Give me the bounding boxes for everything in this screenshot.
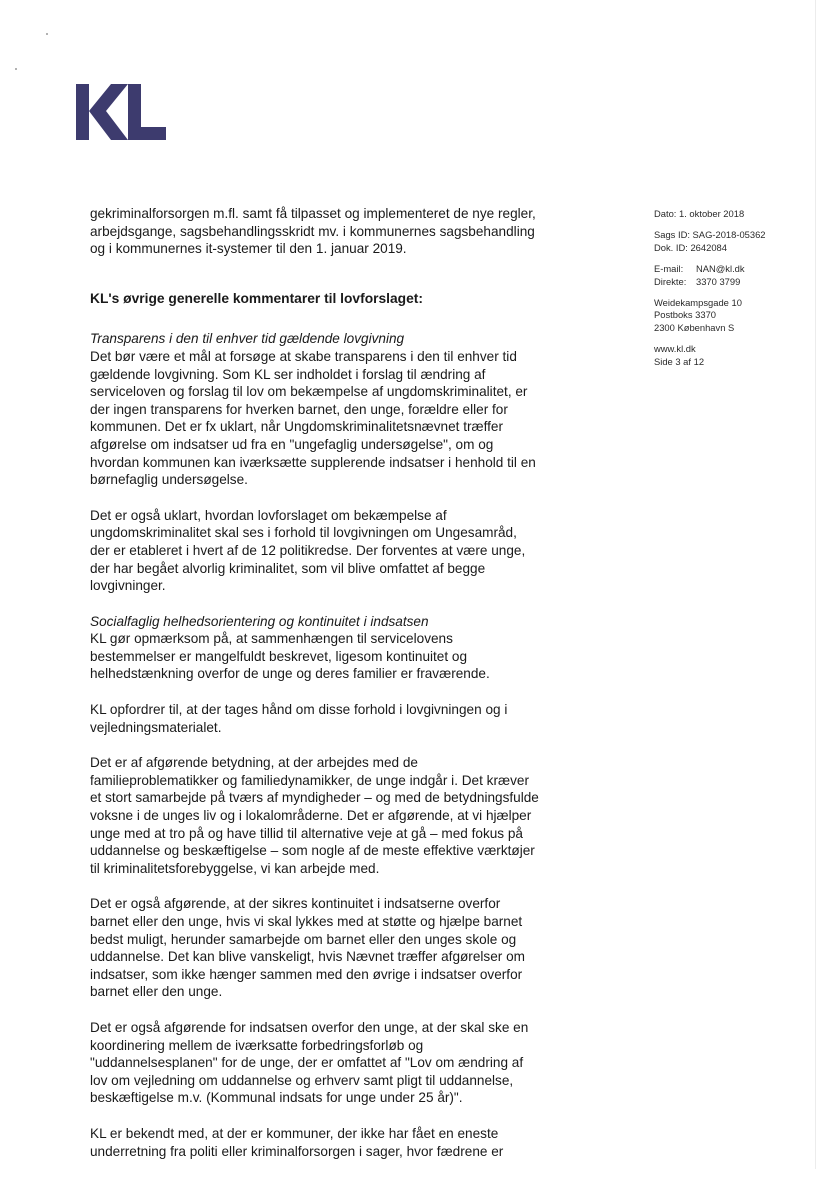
- paragraph: Det er af afgørende betydning, at der arbejdes med de familieproblematikker og familiedynamikker, de unge indgår i. Det kræver et stort samarbejde på tværs af myndigheder – og med de betydningsfulde voksne i de unges liv og i lokalområderne. Det er afgørende, at vi hjælper unge med at tro på og have tillid til alternative veje at gå – med fokus på uddannelse og beskæftigelse – som nogle af de meste effektive værktøjer til kriminalitetsforebyggelse, vi kan arbejde med.: [90, 755, 539, 876]
- paragraph: KL gør opmærksom på, at sammenhængen til servicelovens bestemmelser er mangelfuldt beskrevet, ligesom kontinuitet og helhedstænkning overfor de unge og deres familier er fraværende.: [90, 631, 490, 682]
- letter-body: [90, 205, 540, 1178]
- address: [654, 297, 804, 334]
- sags-id: Sags ID: SAG-2018-05362: [654, 229, 766, 241]
- paragraph: Det er også afgørende for indsatsen overfor den unge, at der skal ske en koordinering mellem de iværksatte forbedringsforløb og "uddannelsesplanen" for de unge, der er omfattet af "Lov om ændring af lov om vejledning om uddannelse og erhverv samt pligt til uddannelse, beskæftigelse m.v. (Kommunal indsats for unge under 25 år)".: [90, 1019, 529, 1106]
- date: Dato: 1. oktober 2018: [654, 208, 745, 219]
- scan-edge: [815, 0, 816, 1169]
- scan-speck: [15, 68, 17, 70]
- phone-line: [654, 276, 804, 288]
- dok-id: Dok. ID: 2642084: [654, 241, 727, 253]
- email-label: E-mail:: [654, 263, 684, 275]
- paragraph: Det bør være et mål at forsøge at skabe transparens i den til enhver tid gældende lovgivning. Som KL ser indholdet i forslag til ændring af serviceloven og forslag til lov om bekæmpelse af ungdomskriminalitet, er der ingen transparens for hverken barnet, den unge, forældre eller for kommunen. Det er fx uklart, når Ungdomskriminalitetsnævnet træffer afgørelse om indsatser ud fra en "ungefaglig undersøgelse", om og hvordan kommunen kan iværksætte supplerende indsatser i henhold til en børnefaglig undersøgelse.: [90, 348, 536, 488]
- email-address: NAN@kl.dk: [696, 263, 745, 275]
- subsection-title-socialfaglig: Socialfaglig helhedsorientering og kontinuitet i indsatsen: [90, 613, 429, 629]
- address-city: 2300 København S: [654, 321, 735, 333]
- email-line: [654, 263, 804, 275]
- website: www.kl.dk: [654, 343, 696, 355]
- intro-paragraph: gekriminalforsorgen m.fl. samt få tilpasset og implementeret de nye regler, arbejdsgange, sagsbehandlingsskridt mv. i kommunernes sagsbehandling og i kommunernes it-systemer til den 1. januar 2019.: [90, 206, 536, 257]
- address-postbox: Postboks 3370: [654, 309, 717, 321]
- address-street: Weidekampsgade 10: [654, 297, 742, 309]
- kl-logo: [76, 84, 166, 140]
- scan-speck: [46, 33, 48, 35]
- paragraph: KL er bekendt med, at der er kommuner, der ikke har fået en eneste underretning fra politi eller kriminalforsorgen i sager, hvor fædrene er: [90, 1125, 504, 1159]
- phone-label: Direkte:: [654, 275, 687, 287]
- case-ids: [654, 229, 804, 254]
- paragraph: Det er også uklart, hvordan lovforslaget om bekæmpelse af ungdomskriminalitet skal ses i forhold til lovgivningen om Ungesamråd, der er etableret i hvert af de 12 politikredse. Der forventes at være unge, der har begået alvorlig kriminalitet, som vil blive omfattet af begge lovgivninger.: [90, 507, 526, 594]
- paragraph: KL opfordrer til, at der tages hånd om disse forhold i lovgivningen og i vejledningsmaterialet.: [90, 702, 508, 735]
- paragraph: Det er også afgørende, at der sikres kontinuitet i indsatserne overfor barnet eller den unge, hvis vi skal lykkes med at støtte og hjælpe barnet bedst muligt, herunder samarbejde om barnet eller den unges skole og uddannelse. Det kan blive vanskeligt, hvis Nævnet træffer afgørelser om indsatser, som ikke hænger sammen med den øvrige i indsatser overfor barnet eller den unge.: [90, 896, 525, 1000]
- subsection-title-transparens: Transparens i den til enhver tid gældende lovgivning: [90, 331, 405, 347]
- contact: [654, 263, 804, 288]
- letter-sidebar: [654, 208, 804, 377]
- page-number: Side 3 af 12: [654, 355, 705, 367]
- section-heading: KL's øvrige generelle kommentarer til lovforslaget:: [90, 290, 423, 306]
- kl-logo-mark: [76, 84, 166, 140]
- phone-number: 3370 3799: [696, 275, 741, 287]
- date-group: [654, 208, 804, 220]
- web-and-page: [654, 343, 804, 368]
